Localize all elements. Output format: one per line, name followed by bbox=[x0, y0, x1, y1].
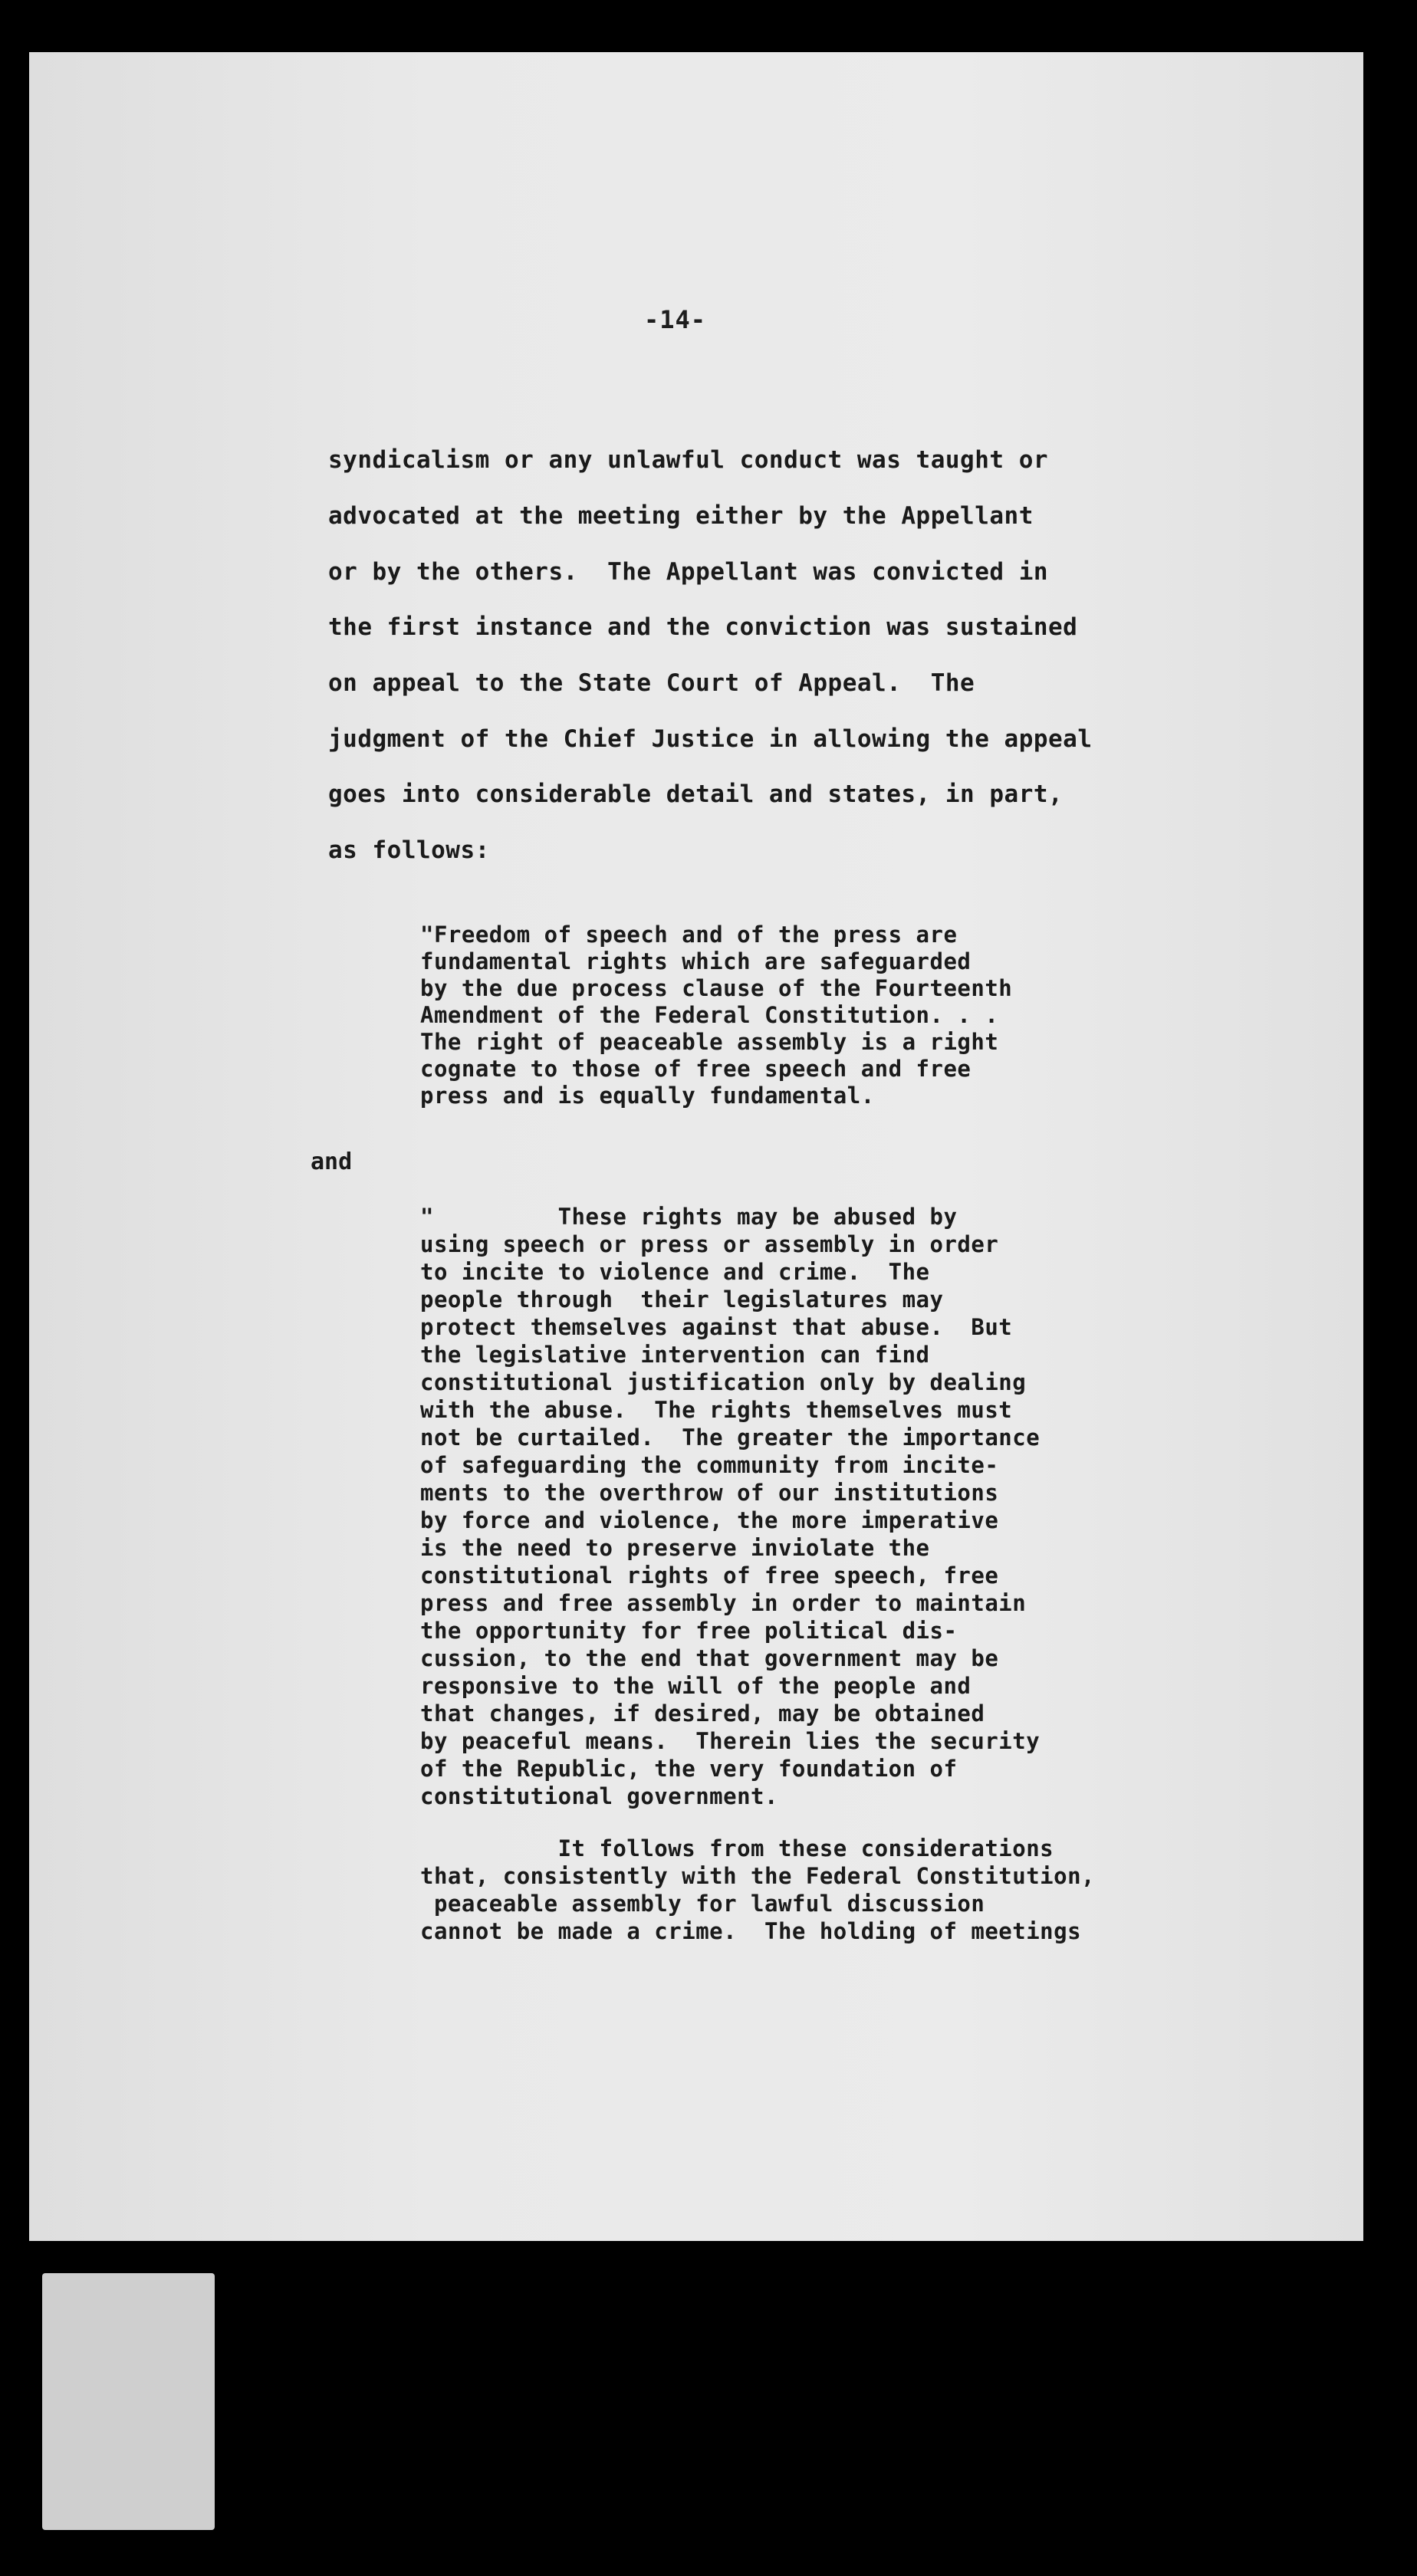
quote-line: "Freedom of speech and of the press are bbox=[420, 922, 958, 948]
quote-line: cannot be made a crime. The holding of meetings bbox=[420, 1918, 1082, 1944]
paragraph-line: or by the others. The Appellant was convicted in bbox=[328, 558, 1049, 586]
quote-line: is the need to preserve inviolate the bbox=[420, 1535, 930, 1561]
quote-line: that, consistently with the Federal Constitution, bbox=[420, 1863, 1096, 1889]
paragraph-line: as follows: bbox=[328, 836, 490, 864]
paragraph-line: goes into considerable detail and states, in part, bbox=[328, 780, 1064, 808]
connector-word: and bbox=[311, 1148, 353, 1175]
quote-line: the opportunity for free political dis- bbox=[420, 1618, 958, 1644]
quote-line: press and is equally fundamental. bbox=[420, 1083, 875, 1109]
quote-line: cussion, to the end that government may be bbox=[420, 1645, 999, 1671]
quote-line: The right of peaceable assembly is a right bbox=[420, 1029, 999, 1055]
quote-line: not be curtailed. The greater the importance bbox=[420, 1424, 1041, 1451]
quote-line: fundamental rights which are safeguarded bbox=[420, 948, 972, 974]
paragraph-line: on appeal to the State Court of Appeal. The bbox=[328, 669, 975, 697]
quote-line: press and free assembly in order to maintain bbox=[420, 1590, 1027, 1616]
quote-line: by the due process clause of the Fourteenth bbox=[420, 975, 1013, 1001]
film-margin-scrap bbox=[42, 2273, 215, 2530]
quote-line: by force and violence, the more imperative bbox=[420, 1507, 999, 1533]
quote-line: with the abuse. The rights themselves must bbox=[420, 1397, 1013, 1423]
quote-line: that changes, if desired, may be obtained bbox=[420, 1700, 985, 1727]
quote-line: people through their legislatures may bbox=[420, 1286, 944, 1313]
quote-line: to incite to violence and crime. The bbox=[420, 1259, 930, 1285]
paragraph-line: judgment of the Chief Justice in allowing the appeal bbox=[328, 725, 1093, 753]
quote-line: responsive to the will of the people and bbox=[420, 1673, 972, 1699]
quote-line: It follows from these considerations bbox=[420, 1835, 1054, 1861]
quote-line: ments to the overthrow of our institutions bbox=[420, 1480, 999, 1506]
quote-line: by peaceful means. Therein lies the security bbox=[420, 1728, 1041, 1754]
quote-line: " These rights may be abused by bbox=[420, 1204, 958, 1230]
quote-line: peaceable assembly for lawful discussion bbox=[420, 1891, 985, 1917]
page-number: -14- bbox=[644, 305, 707, 334]
quote-line: of safeguarding the community from incite- bbox=[420, 1452, 999, 1478]
quote-line: using speech or press or assembly in order bbox=[420, 1231, 999, 1257]
quote-line: constitutional rights of free speech, free bbox=[420, 1562, 999, 1589]
quote-line: the legislative intervention can find bbox=[420, 1342, 930, 1368]
paragraph-line: the first instance and the conviction was sustained bbox=[328, 613, 1078, 641]
quote-line: of the Republic, the very foundation of bbox=[420, 1756, 958, 1782]
quote-line: constitutional justification only by dealing bbox=[420, 1369, 1027, 1395]
quote-line: constitutional government. bbox=[420, 1783, 778, 1809]
quote-line: Amendment of the Federal Constitution. . . bbox=[420, 1002, 999, 1028]
quote-line: cognate to those of free speech and free bbox=[420, 1056, 972, 1082]
paragraph-line: advocated at the meeting either by the Appellant bbox=[328, 502, 1034, 530]
paragraph-line: syndicalism or any unlawful conduct was taught or bbox=[328, 446, 1049, 474]
quote-line: protect themselves against that abuse. But bbox=[420, 1314, 1013, 1340]
